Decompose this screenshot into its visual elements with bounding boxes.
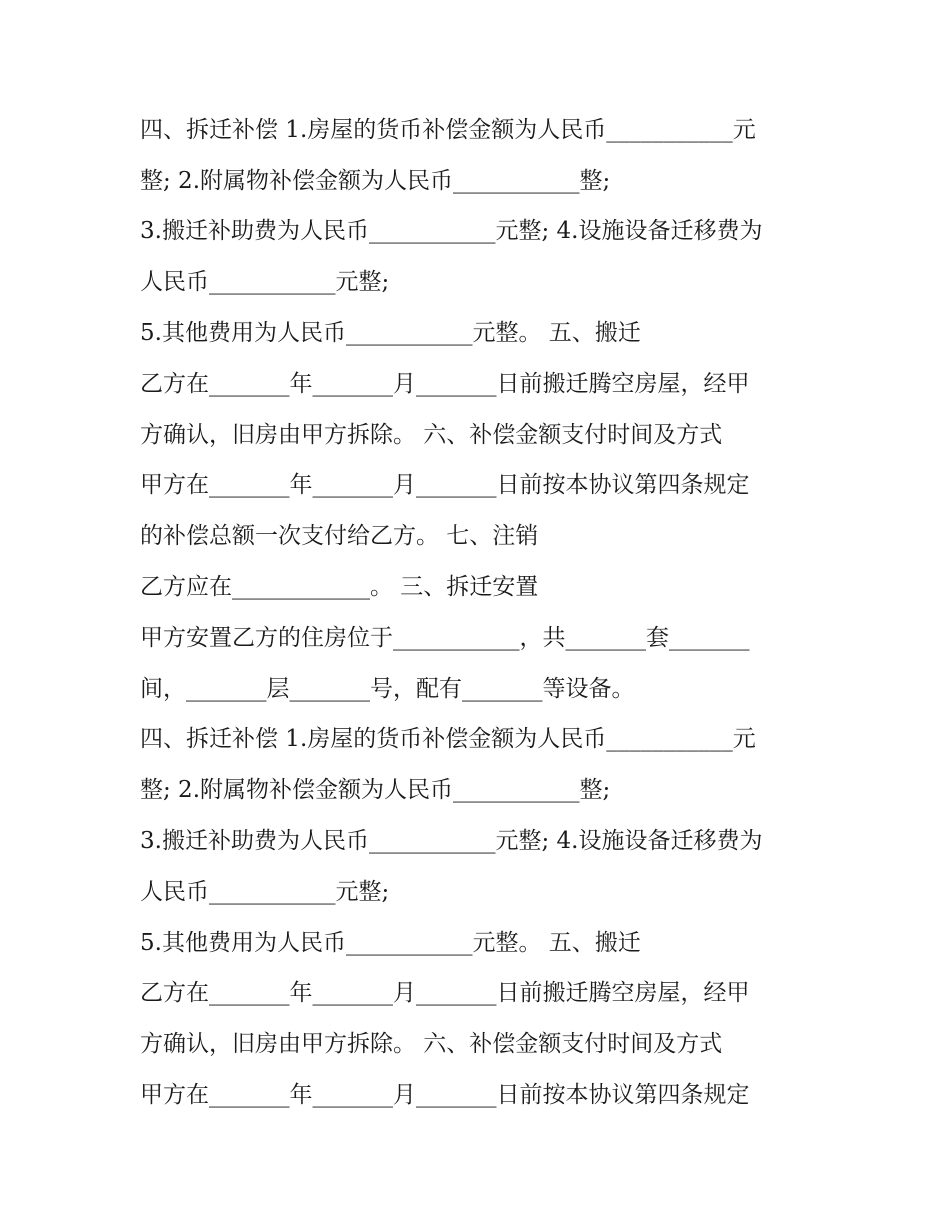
text-line: 四、拆迁补偿 1.房屋的货币补偿金额为人民币___________元	[140, 726, 756, 752]
text-line: 乙方在_______年_______月_______日前搬迁腾空房屋，经甲	[140, 371, 750, 397]
text-line: 甲方在_______年_______月_______日前按本协议第四条规定	[140, 472, 750, 498]
text-line: 5.其他费用为人民币___________元整。 五、搬迁	[140, 930, 641, 956]
text-line: 3.搬迁补助费为人民币___________元整; 4.设施设备迁移费为	[140, 218, 763, 244]
text-line: 人民币___________元整;	[140, 269, 390, 295]
text-line: 整; 2.附属物补偿金额为人民币___________整;	[140, 777, 611, 803]
text-line: 甲方安置乙方的住房位于___________，共_______套_______	[140, 625, 750, 651]
text-line: 乙方在_______年_______月_______日前搬迁腾空房屋，经甲	[140, 980, 750, 1006]
text-line: 的补偿总额一次支付给乙方。 七、注销	[140, 523, 539, 549]
text-line: 四、拆迁补偿 1.房屋的货币补偿金额为人民币___________元	[140, 117, 756, 143]
text-line: 5.其他费用为人民币___________元整。 五、搬迁	[140, 320, 641, 346]
text-line: 方确认，旧房由甲方拆除。 六、补偿金额支付时间及方式	[140, 422, 723, 448]
text-line: 间，_______层_______号，配有_______等设备。	[140, 676, 635, 702]
text-line: 整; 2.附属物补偿金额为人民币___________整;	[140, 168, 611, 194]
text-line: 乙方应在____________。 三、拆迁安置	[140, 574, 539, 600]
text-line: 3.搬迁补助费为人民币___________元整; 4.设施设备迁移费为	[140, 828, 763, 854]
text-line: 人民币___________元整;	[140, 879, 390, 905]
text-line: 甲方在_______年_______月_______日前按本协议第四条规定	[140, 1082, 750, 1108]
text-line: 方确认，旧房由甲方拆除。 六、补偿金额支付时间及方式	[140, 1031, 723, 1057]
